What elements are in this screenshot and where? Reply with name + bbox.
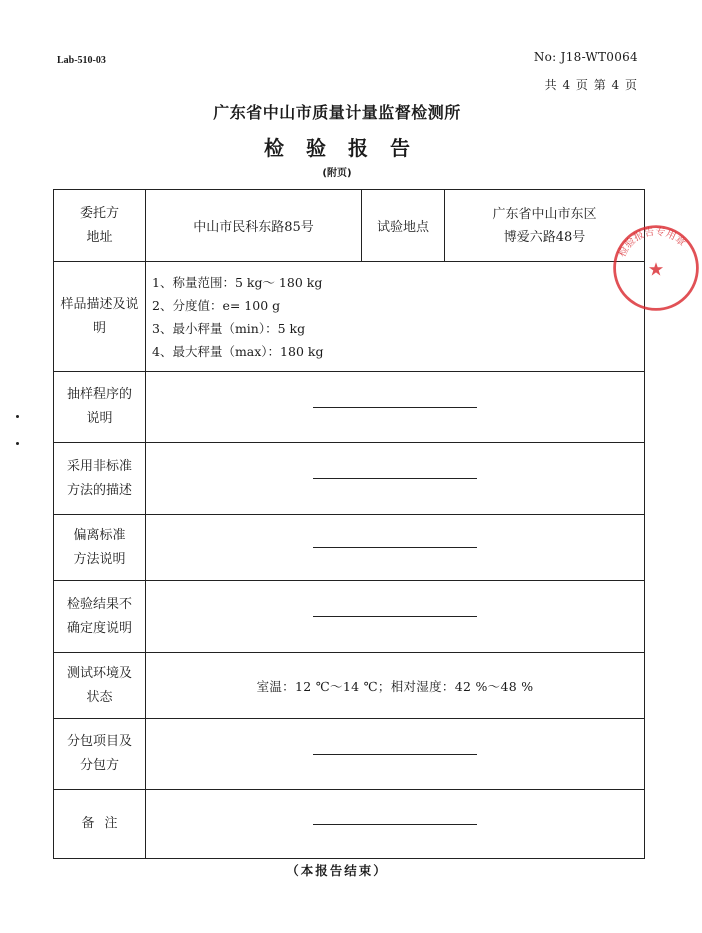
blank-line [313,407,477,408]
deviation-label-cell [54,515,146,581]
subcontract-value-cell [146,719,645,790]
subcontract-label: 分包项目及分包方 [66,734,132,773]
official-seal-stamp [610,222,702,314]
remarks-value-cell [146,790,645,859]
sample-spec-list [146,271,644,363]
blank-line [313,754,477,755]
nonstandard-value-cell [146,443,645,515]
test-site-value-line1: 广东省中山市东区 [492,206,597,222]
page-info: 共 4 页 第 4 页 [544,78,638,92]
svg-text:★: ★ [647,259,665,281]
organization-title: 广东省中山市质量计量监督检测所 [213,103,461,122]
sample-label-cell [54,262,146,372]
blank-line [313,824,477,825]
test-site-value-line2: 博爱六路48号 [503,229,586,245]
deviation-value-cell [146,515,645,581]
seal-text [615,225,688,259]
row-uncertainty [54,581,645,653]
spec-item: 4、最大秤量（max）：180 kg [152,343,324,359]
document-number: No: J18-WT0064 [533,50,638,64]
environment-label-cell [54,653,146,719]
row-remarks [54,790,645,859]
appendix-label: (附页) [322,168,352,179]
subcontract-label-cell [54,719,146,790]
sampling-label-cell [54,372,146,443]
report-title: 检验报告 [264,136,432,160]
sample-label: 样品描述及说明 [60,296,139,336]
margin-dot [16,442,19,445]
uncertainty-label-cell [54,581,146,653]
uncertainty-label: 检验结果不确定度说明 [66,596,132,636]
deviation-label: 偏离标准方法说明 [73,527,126,567]
client-address-value: 中山市民科东路85号 [146,190,362,262]
nonstandard-label-cell [54,443,146,515]
lab-code: Lab-510-03 [57,55,106,66]
margin-dot [16,415,19,418]
remarks-label: 备注 [54,790,146,859]
sample-spec-cell [146,262,645,372]
blank-line [313,547,477,548]
test-site-label: 试验地点 [362,190,445,262]
client-address-label: 委托方地址 [79,205,119,245]
row-nonstandard-method [54,443,645,515]
row-sampling-procedure [54,372,645,443]
sampling-value-cell [146,372,645,443]
row-environment [54,653,645,719]
spec-item: 1、称量范围：5 kg～ 180 kg [152,274,323,290]
client-address-label-cell [54,190,146,262]
seal-text-path: 检验报告专用章 [616,226,688,259]
row-sample-description [54,262,645,372]
row-client-address [54,190,645,262]
row-subcontract [54,719,645,790]
row-deviation [54,515,645,581]
sampling-label: 抽样程序的说明 [66,387,132,426]
report-table [53,189,645,859]
spec-item: 3、最小秤量（min）：5 kg [152,320,306,336]
uncertainty-value-cell [146,581,645,653]
nonstandard-label: 采用非标准方法的描述 [66,458,132,498]
blank-line [313,616,477,617]
spec-item: 2、分度值：e= 100 g [152,297,281,313]
environment-value: 室温：12 ℃～14 ℃；相对湿度：42 %～48 % [146,653,645,719]
end-of-report-note: （本报告结束） [286,863,388,878]
environment-label: 测试环境及状态 [66,665,132,705]
blank-line [313,478,477,479]
